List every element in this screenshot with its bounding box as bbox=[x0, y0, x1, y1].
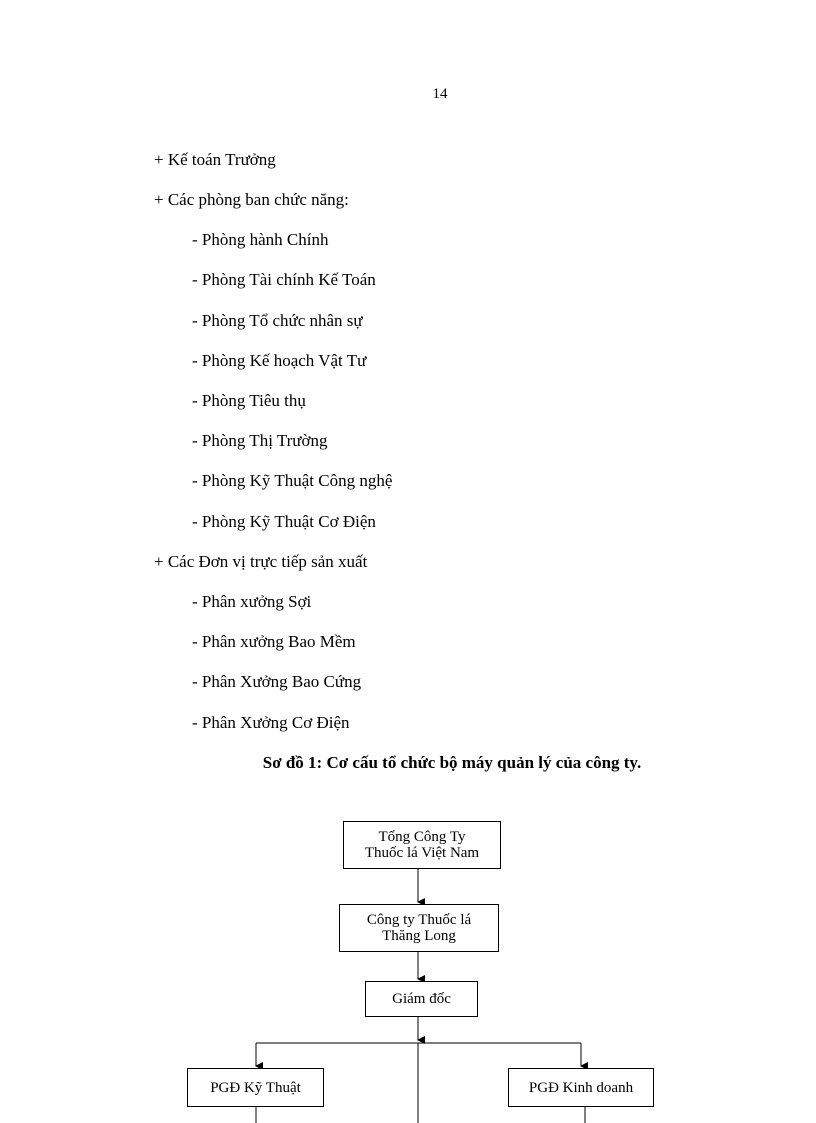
list-item: - Phòng Tổ chức nhân sự bbox=[192, 311, 363, 330]
node-director-label: Giám đốc bbox=[392, 991, 451, 1007]
node-company bbox=[339, 904, 499, 952]
list-item: - Phân xưởng Bao Mềm bbox=[192, 632, 356, 651]
list-item: - Phòng Kỹ Thuật Cơ Điện bbox=[192, 512, 376, 531]
list-item: - Phòng Kế hoạch Vật Tư bbox=[192, 351, 367, 370]
section-heading-production-units: + Các Đơn vị trực tiếp sản xuất bbox=[154, 552, 368, 571]
list-item: - Phòng Tiêu thụ bbox=[192, 391, 306, 410]
section-heading-functional-departments: + Các phòng ban chức năng: bbox=[154, 190, 349, 209]
list-item: - Phòng Thị Trường bbox=[192, 431, 328, 450]
node-deputy-technical bbox=[187, 1068, 324, 1107]
node-company-line1: Công ty Thuốc lá bbox=[366, 912, 472, 928]
node-deputy-business-label: PGĐ Kinh doanh bbox=[528, 1079, 634, 1096]
page-number: 14 bbox=[432, 86, 448, 102]
list-item: - Phân Xưởng Cơ Điện bbox=[192, 713, 350, 732]
list-item: - Phân xưởng Sợi bbox=[192, 592, 312, 611]
diagram-caption: Sơ đồ 1: Cơ cấu tổ chức bộ máy quản lý của công ty. bbox=[262, 753, 642, 772]
list-item: - Phân Xưởng Bao Cứng bbox=[192, 672, 362, 691]
node-deputy-business bbox=[508, 1068, 654, 1107]
node-deputy-technical-label: PGĐ Kỹ Thuật bbox=[210, 1079, 301, 1096]
node-corporation-line1: Tổng Công Ty bbox=[378, 829, 466, 845]
node-corporation-line2: Thuốc lá Việt Nam bbox=[364, 845, 480, 861]
list-item: - Phòng Kỹ Thuật Công nghệ bbox=[192, 471, 393, 490]
section-heading-chief-accountant: + Kế toán Trưởng bbox=[154, 150, 276, 169]
node-corporation bbox=[343, 821, 501, 869]
list-item: - Phòng hành Chính bbox=[192, 230, 329, 249]
node-company-line2: Thăng Long bbox=[382, 928, 456, 944]
node-director bbox=[365, 981, 478, 1017]
list-item: - Phòng Tài chính Kế Toán bbox=[192, 270, 376, 289]
